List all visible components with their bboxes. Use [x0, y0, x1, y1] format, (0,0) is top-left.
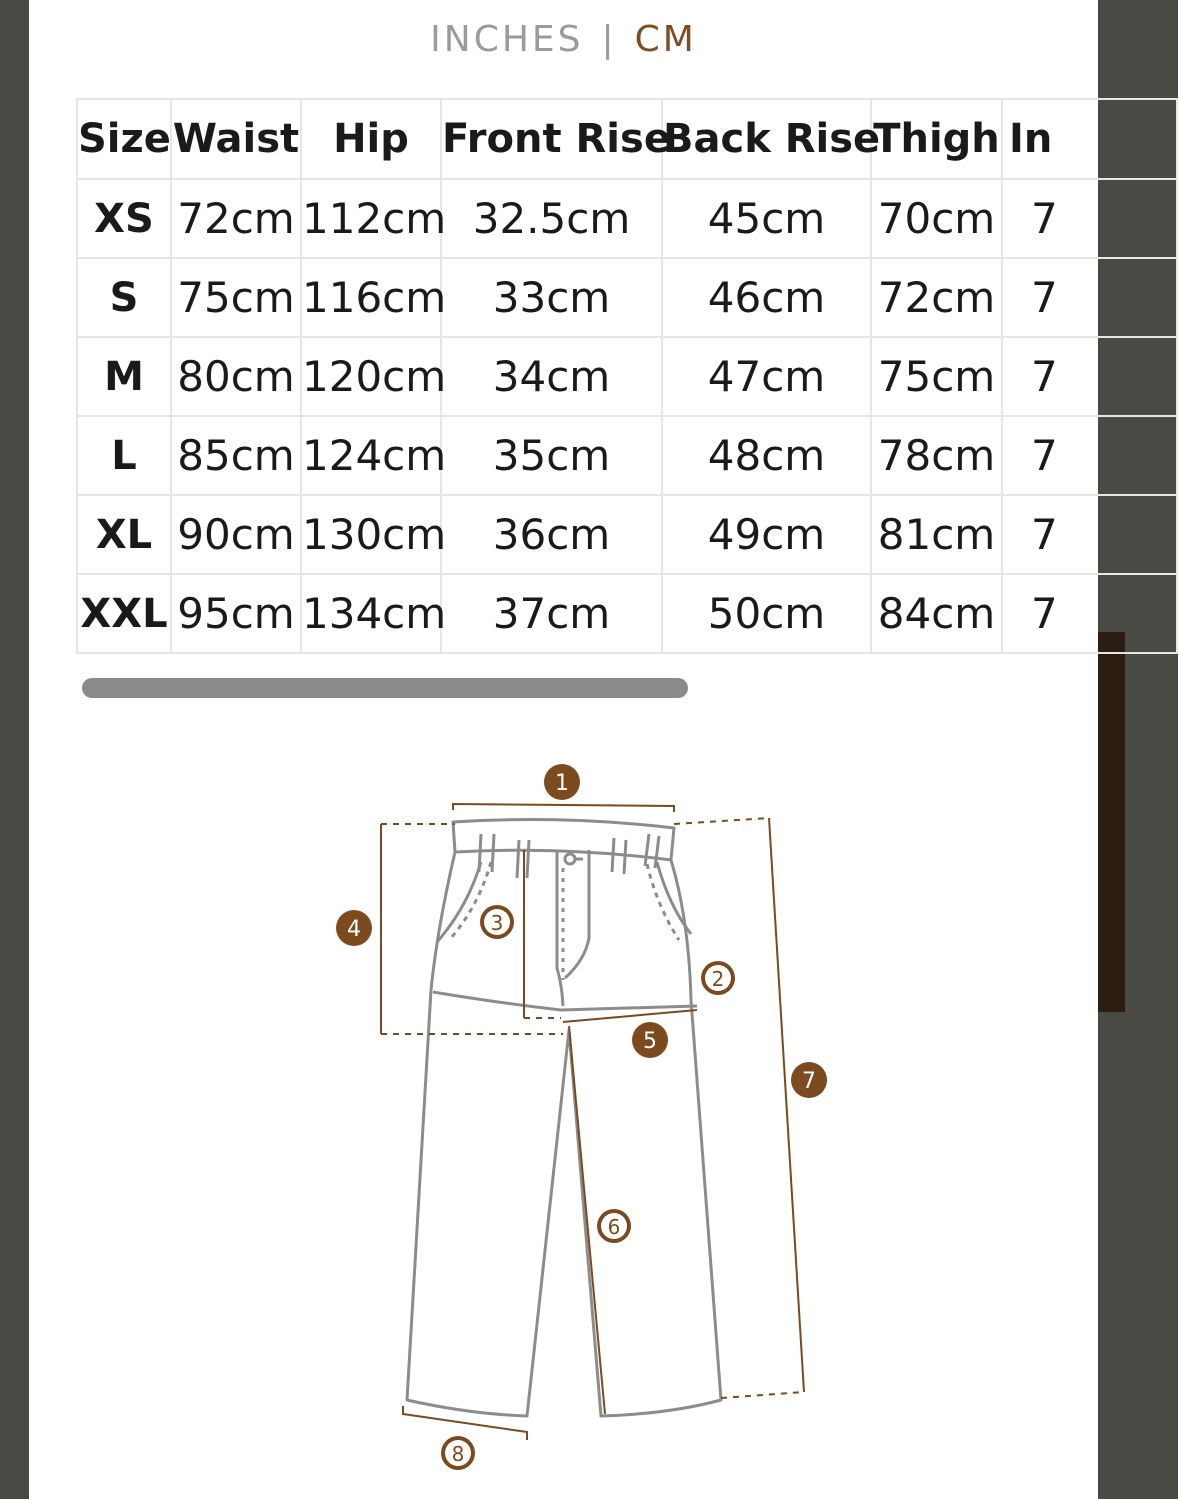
- table-cell: 49cm: [662, 495, 871, 574]
- size-cell: S: [77, 258, 171, 337]
- size-table: [76, 98, 1178, 654]
- marker-3-label: 3: [490, 911, 504, 935]
- table-row: [77, 179, 1177, 258]
- marker-1: [544, 764, 580, 800]
- marker-5: [632, 1022, 668, 1058]
- table-cell: 33cm: [441, 258, 662, 337]
- marker-1-label: 1: [555, 771, 569, 796]
- table-cell: 35cm: [441, 416, 662, 495]
- table-cell: 48cm: [662, 416, 871, 495]
- marker-4: [336, 910, 372, 946]
- table-cell: 112cm: [301, 179, 441, 258]
- table-row: [77, 574, 1177, 653]
- table-cell: 37cm: [441, 574, 662, 653]
- marker-8: [441, 1436, 475, 1470]
- table-cell: 46cm: [662, 258, 871, 337]
- table-row: [77, 258, 1177, 337]
- table-cell: 134cm: [301, 574, 441, 653]
- table-cell: 7: [1002, 416, 1177, 495]
- size-cell: L: [77, 416, 171, 495]
- table-cell: 70cm: [871, 179, 1002, 258]
- unit-inches-option[interactable]: INCHES: [430, 19, 584, 60]
- table-cell: 36cm: [441, 495, 662, 574]
- marker-7-label: 7: [802, 1069, 816, 1094]
- size-table-scroll-area[interactable]: [76, 98, 1058, 668]
- marker-6: [597, 1209, 631, 1243]
- table-row: [77, 495, 1177, 574]
- table-cell: 75cm: [171, 258, 301, 337]
- table-cell: 47cm: [662, 337, 871, 416]
- table-horizontal-scrollbar[interactable]: [82, 678, 688, 698]
- table-cell: 95cm: [171, 574, 301, 653]
- table-cell: 72cm: [871, 258, 1002, 337]
- column-header: Front Rise: [441, 99, 662, 179]
- column-header: Hip: [301, 99, 441, 179]
- table-cell: 130cm: [301, 495, 441, 574]
- table-cell: 50cm: [662, 574, 871, 653]
- table-cell: 80cm: [171, 337, 301, 416]
- pants-measurement-diagram: [29, 700, 1098, 1499]
- column-header: In: [1002, 99, 1177, 179]
- unit-separator: |: [601, 19, 617, 60]
- column-header: Size: [77, 99, 171, 179]
- table-cell: 32.5cm: [441, 179, 662, 258]
- marker-2-label: 2: [711, 967, 725, 991]
- marker-7: [791, 1062, 827, 1098]
- table-cell: 85cm: [171, 416, 301, 495]
- size-chart-panel: [29, 0, 1098, 1499]
- table-cell: 7: [1002, 574, 1177, 653]
- table-cell: 78cm: [871, 416, 1002, 495]
- table-cell: 90cm: [171, 495, 301, 574]
- pants-outline: [407, 820, 721, 1416]
- column-header: Thigh: [871, 99, 1002, 179]
- table-cell: 75cm: [871, 337, 1002, 416]
- marker-5-label: 5: [643, 1029, 657, 1054]
- size-cell: M: [77, 337, 171, 416]
- marker-3: [480, 905, 514, 939]
- table-cell: 7: [1002, 337, 1177, 416]
- table-row: [77, 416, 1177, 495]
- table-header-row: [77, 99, 1177, 179]
- size-cell: XXL: [77, 574, 171, 653]
- column-header: Waist: [171, 99, 301, 179]
- table-cell: 72cm: [171, 179, 301, 258]
- table-cell: 7: [1002, 495, 1177, 574]
- table-cell: 45cm: [662, 179, 871, 258]
- size-cell: XL: [77, 495, 171, 574]
- table-cell: 7: [1002, 258, 1177, 337]
- marker-2: [701, 961, 735, 995]
- column-header: Back Rise: [662, 99, 871, 179]
- table-cell: 34cm: [441, 337, 662, 416]
- page-scrollbar-thumb[interactable]: [1098, 632, 1125, 1012]
- marker-4-label: 4: [347, 917, 361, 942]
- unit-toggle: [29, 14, 1098, 66]
- table-cell: 84cm: [871, 574, 1002, 653]
- table-cell: 124cm: [301, 416, 441, 495]
- table-cell: 116cm: [301, 258, 441, 337]
- marker-6-label: 6: [607, 1215, 621, 1239]
- unit-cm-option[interactable]: CM: [634, 19, 697, 60]
- table-cell: 120cm: [301, 337, 441, 416]
- size-cell: XS: [77, 179, 171, 258]
- marker-8-label: 8: [451, 1442, 465, 1466]
- table-cell: 81cm: [871, 495, 1002, 574]
- table-row: [77, 337, 1177, 416]
- table-cell: 7: [1002, 179, 1177, 258]
